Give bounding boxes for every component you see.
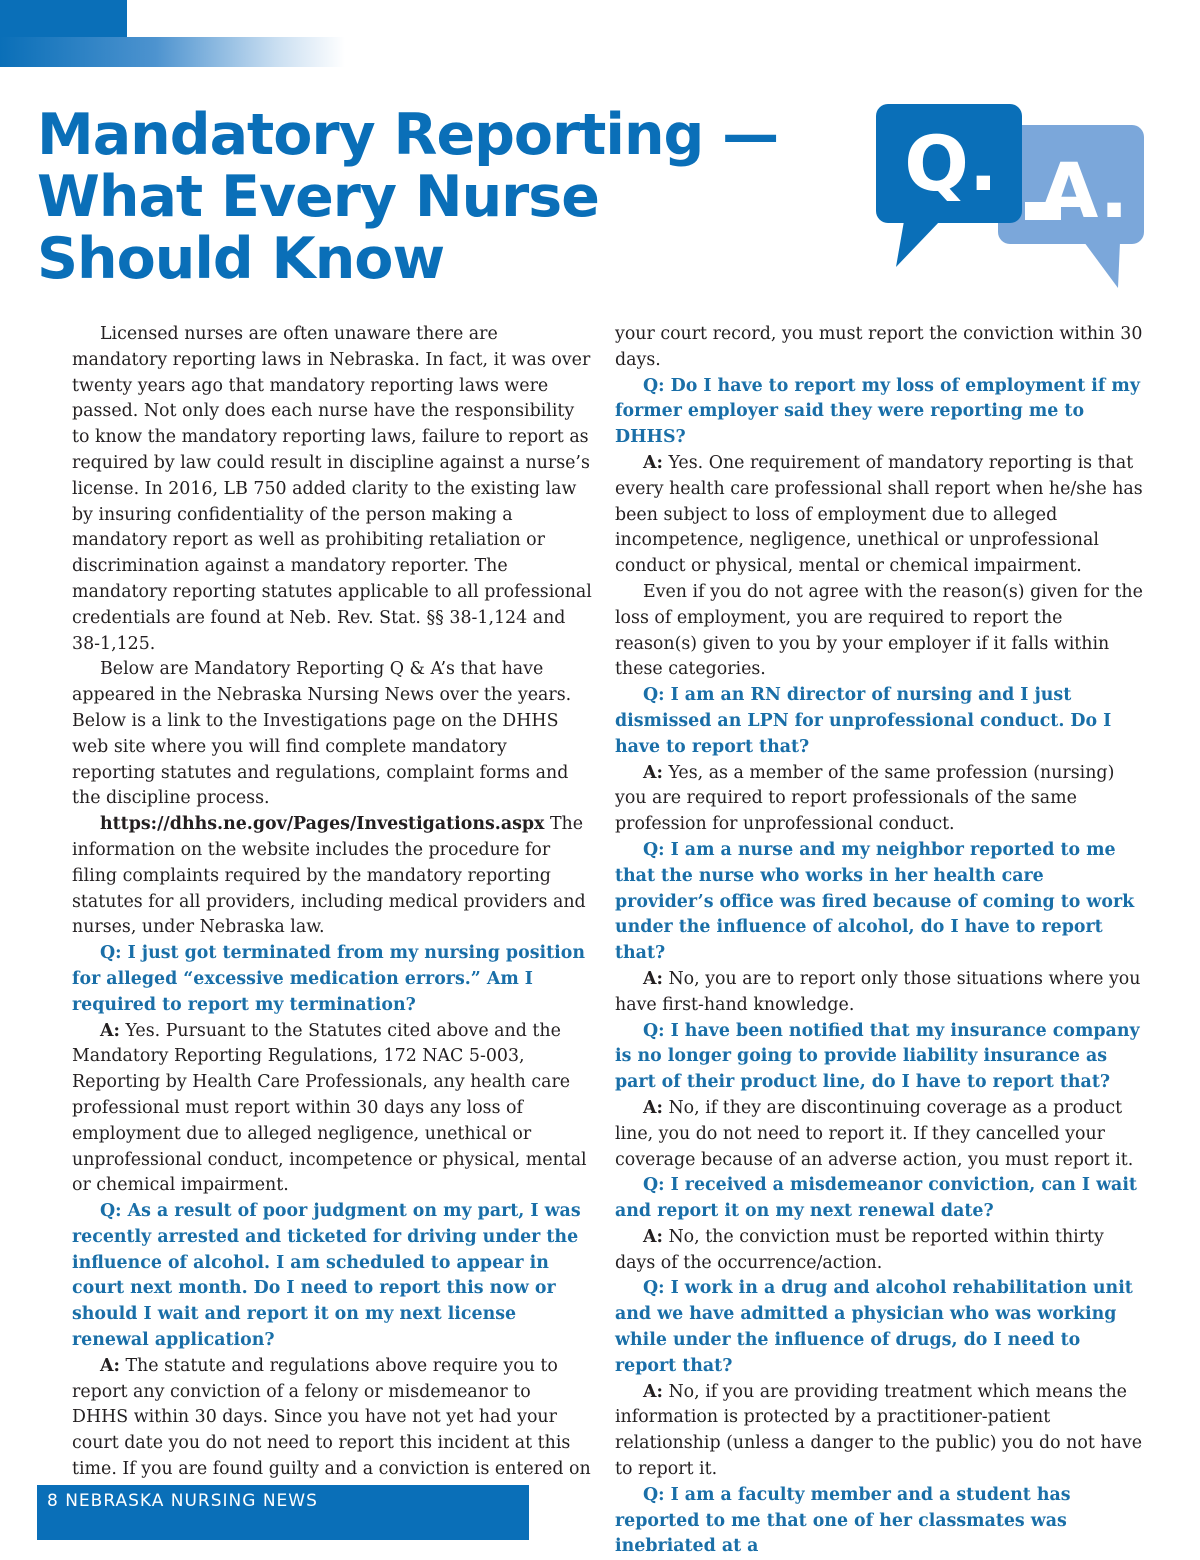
investigations-link[interactable]: https://dhhs.ne.gov/Pages/Investigations.aspx [100, 814, 545, 835]
question-3: Q: Do I have to report my loss of employment if my former employer said they were reporting me to DHHS? [615, 375, 1140, 448]
qa-intro-paragraph: Below are Mandatory Reporting Q & A’s that have appeared in the Nebraska Nursing News over the years. Below is a link to the Investigations page on the DHHS web site where you will find complete mandatory reporting statutes and regulations, complaint forms and the discipline process. [72, 659, 572, 809]
answer-text: The statute and regulations above require you to report any conviction of a felony or misdemeanor to DHHS within 30 days. Since you have not yet had your court date you do not need to report this incident at this time. If you are found guilty and a conviction is entered on [72, 1355, 591, 1480]
a-letter: A. [1039, 146, 1129, 235]
question-6: Q: I have been notified that my insurance company is no longer going to provide liability insurance as part of their product line, do I have to report that? [615, 1020, 1140, 1093]
answer-text: No, if you are providing treatment which means the information is protected by a practitioner-patient relationship (unless a danger to the public) you do not have to report it. [615, 1381, 1143, 1480]
answer-label: A: [643, 1097, 663, 1118]
answer-8 [615, 1380, 1145, 1483]
title-line-2: What Every Nurse [37, 164, 599, 230]
answer-6 [615, 1096, 1145, 1173]
question-2: Q: As a result of poor judgment on my part, I was recently arrested and ticketed for driving under the influence of alcohol. I am scheduled to appear in court next month. Do I need to report this now or should I wait and report it on my next license renewal application? [72, 1201, 581, 1351]
page-footer [37, 1485, 529, 1540]
answer-label: A: [100, 1355, 120, 1376]
answer-4 [615, 761, 1145, 838]
answer-label: A: [643, 452, 663, 473]
website-description: The information on the website includes the procedure for filing complaints required by the mandatory reporting statutes for all providers, including medical providers and nurses, under Nebraska law. [72, 814, 586, 938]
answer-text: Yes. Pursuant to the Statutes cited above and the Mandatory Reporting Regulations, 172 NAC 5-003, Reporting by Health Care Professionals, any health care professional must report within 30 days any loss of employment due to alleged negligence, unethical or unprofessional conduct, incompetence or physical, mental or chemical impairment. [72, 1020, 587, 1196]
continued-paragraph: your court record, you must report the conviction within 30 days. [615, 324, 1143, 370]
answer-5 [615, 967, 1145, 1019]
footer-page-label: 8 NEBRASKA NURSING NEWS [47, 1491, 318, 1511]
question-9: Q: I am a faculty member and a student has reported to me that one of her classmates was inebriated at a [615, 1484, 1071, 1557]
answer-text: No, if they are discontinuing coverage as a product line, you do not need to report it. If they cancelled your coverage because of an adverse action, you must report it. [615, 1097, 1134, 1170]
answer-label: A: [643, 1226, 663, 1247]
answer-label: A: [643, 762, 663, 783]
answer-text: Yes. One requirement of mandatory reporting is that every health care professional shall report when he/she has been subject to loss of employment due to alleged incompetence, negligence, unethical or unprofessional conduct or physical, mental or chemical impairment. [615, 452, 1143, 577]
q-letter: Q. [904, 119, 998, 208]
a-bubble-tail [1084, 242, 1120, 288]
title-line-3: Should Know [37, 226, 445, 292]
question-7: Q: I received a misdemeanor conviction, can I wait and report it on my next renewal date? [615, 1175, 1137, 1222]
header-accent-block [0, 0, 127, 37]
qa-speech-bubbles-icon [876, 104, 1146, 294]
answer-2 [72, 1354, 592, 1483]
answer-label: A: [643, 968, 663, 989]
answer-7 [615, 1225, 1145, 1277]
website-paragraph [72, 812, 592, 941]
q-bubble-tail [896, 221, 940, 267]
answer-text: Yes, as a member of the same profession (nursing) you are required to report professionals of the same profession for unprofessional conduct. [615, 762, 1115, 835]
title-line-1: Mandatory Reporting — [37, 102, 779, 168]
question-8: Q: I work in a drug and alcohol rehabilitation unit and we have admitted a physician who was working while under the influence of drugs, do I need to report that? [615, 1278, 1133, 1376]
article-column-2 [615, 322, 1145, 1560]
question-5: Q: I am a nurse and my neighbor reported to me that the nurse who works in her health care provider’s office was fired because of coming to work under the influence of alcohol, do I have to report that? [615, 839, 1135, 964]
page-title [37, 104, 857, 290]
answer-label: A: [643, 1381, 663, 1402]
question-4: Q: I am an RN director of nursing and I just dismissed an LPN for unprofessional conduct. Do I have to report that? [615, 685, 1112, 757]
answer-text: No, the conviction must be reported within thirty days of the occurrence/action. [615, 1226, 1104, 1273]
answer-text: No, you are to report only those situations where you have first-hand knowledge. [615, 968, 1141, 1015]
header-gradient-bar [0, 37, 345, 67]
question-1: Q: I just got terminated from my nursing position for alleged “excessive medication errors.” Am I required to report my termination? [72, 943, 585, 1015]
article-column-1 [72, 322, 592, 1483]
answer-1 [72, 1019, 592, 1200]
answer-label: A: [100, 1020, 120, 1041]
answer-3 [615, 451, 1145, 580]
answer-3-continued: Even if you do not agree with the reason(s) given for the loss of employment, you are required to report the reason(s) given to you by your employer if it falls within these categories. [615, 581, 1143, 680]
intro-paragraph: Licensed nurses are often unaware there are mandatory reporting laws in Nebraska. In fact, it was over twenty years ago that mandatory reporting laws were passed. Not only does each nurse have the responsibility to know the mandatory reporting laws, failure to report as required by law could result in discipline against a nurse’s license. In 2016, LB 750 added clarity to the existing law by insuring confidentiality of the person making a mandatory report as well as prohibiting retaliation or discrimination against a mandatory reporter. The mandatory reporting statutes applicable to all professional credentials are found at Neb. Rev. Stat. §§ 38-1,124 and 38-1,125. [72, 324, 592, 654]
